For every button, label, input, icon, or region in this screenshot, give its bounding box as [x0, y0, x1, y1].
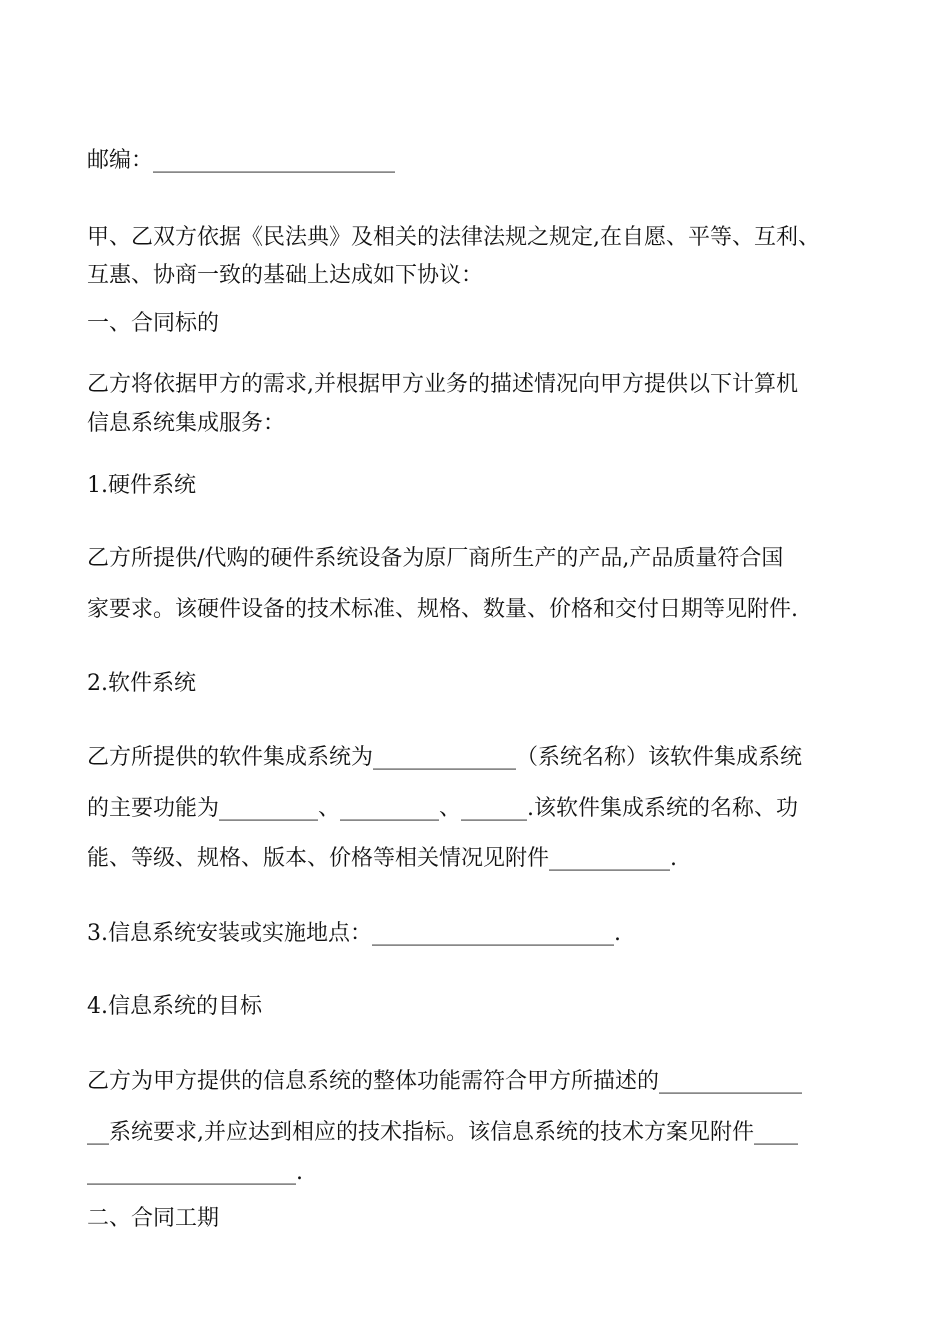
intro-line-1: 甲、乙双方依据《民法典》及相关的法律法规之规定,在自愿、平等、互利、	[87, 225, 820, 250]
item4-heading: 4.信息系统的目标	[87, 994, 262, 1019]
item1-body-line-1: 乙方所提供/代购的硬件系统设备为原厂商所生产的产品,产品质量符合国	[87, 546, 784, 571]
item4-body-line-1: 乙方为甲方提供的信息系统的整体功能需符合甲方所描述的_____________	[87, 1069, 803, 1094]
postcode-line: 邮编：______________________	[87, 148, 396, 173]
item3-line: 3.信息系统安装或实施地点：______________________.	[87, 921, 621, 946]
item4-body-line-3: ___________________.	[87, 1160, 303, 1185]
section1-intro-line-1: 乙方将依据甲方的需求,并根据甲方业务的描述情况向甲方提供以下计算机	[87, 372, 798, 397]
item4-body-line-2: __系统要求,并应达到相应的技术指标。该信息系统的技术方案见附件____	[87, 1120, 798, 1145]
item2-body-line-3: 能、等级、规格、版本、价格等相关情况见附件___________.	[87, 846, 677, 871]
section1-intro-line-2: 信息系统集成服务：	[87, 411, 286, 436]
item1-heading: 1.硬件系统	[87, 473, 196, 498]
section1-heading: 一、合同标的	[87, 311, 220, 336]
item1-body-line-2: 家要求。该硬件设备的技术标准、规格、数量、价格和交付日期等见附件.	[87, 597, 798, 622]
item2-heading: 2.软件系统	[87, 671, 196, 696]
section2-heading: 二、合同工期	[87, 1206, 220, 1231]
item2-body-line-1: 乙方所提供的软件集成系统为_____________（系统名称）该软件集成系统	[87, 745, 803, 770]
intro-line-2: 互惠、协商一致的基础上达成如下协议：	[87, 263, 484, 288]
item2-body-line-2: 的主要功能为_________、_________、______.该软件集成系统的名称、功	[87, 796, 798, 821]
